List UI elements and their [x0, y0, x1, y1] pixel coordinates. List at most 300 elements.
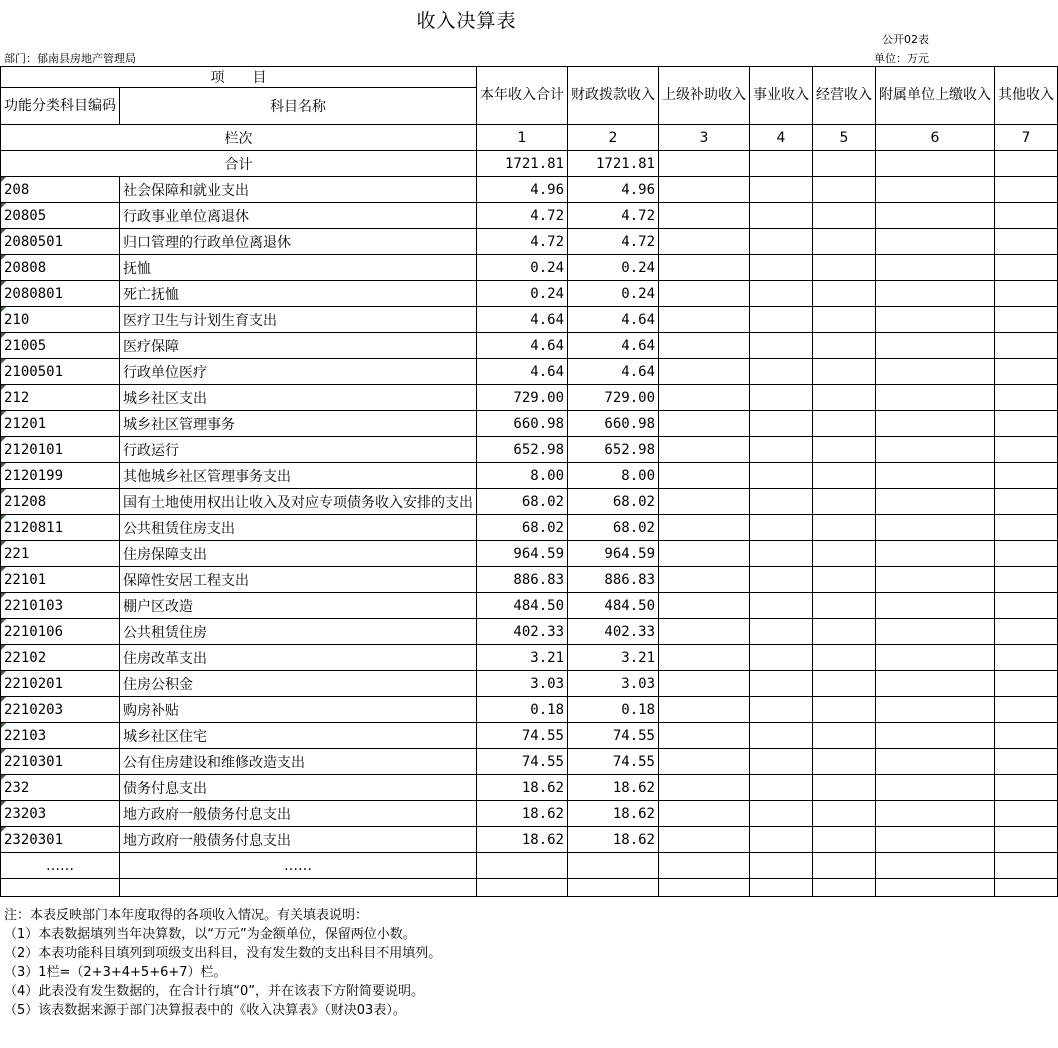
code-cell: 22102 [1, 645, 120, 671]
empty-cell [995, 385, 1058, 411]
code-cell: 21208 [1, 489, 120, 515]
empty-cell [750, 359, 813, 385]
empty-cell [995, 281, 1058, 307]
empty-cell [876, 645, 995, 671]
v2-cell: 0.24 [568, 255, 659, 281]
col-index-label: 栏次 [1, 125, 477, 151]
table-row [1, 697, 1058, 723]
empty-cell [995, 593, 1058, 619]
empty-cell [813, 593, 876, 619]
empty-cell [659, 203, 750, 229]
v1-cell: 4.72 [477, 203, 568, 229]
name-cell: 社会保障和就业支出 [120, 177, 477, 203]
table-row [1, 801, 1058, 827]
table-row [1, 229, 1058, 255]
code-cell: 232 [1, 775, 120, 801]
empty-cell [659, 697, 750, 723]
code-cell: 2210106 [1, 619, 120, 645]
empty-cell [876, 567, 995, 593]
v2-cell: 74.55 [568, 749, 659, 775]
empty-cell [659, 489, 750, 515]
name-cell: 行政事业单位离退休 [120, 203, 477, 229]
empty-cell [813, 645, 876, 671]
name-cell: 保障性安居工程支出 [120, 567, 477, 593]
table-row [1, 463, 1058, 489]
empty-cell [750, 385, 813, 411]
empty-cell [120, 879, 477, 897]
table-row [1, 281, 1058, 307]
empty-cell [750, 593, 813, 619]
col-index-1: 1 [477, 125, 568, 151]
empty-cell [750, 697, 813, 723]
empty-cell [876, 723, 995, 749]
name-cell: 行政运行 [120, 437, 477, 463]
header-col-7: 其他收入 [995, 67, 1058, 125]
empty-cell [995, 827, 1058, 853]
empty-cell [750, 515, 813, 541]
name-cell: 归口管理的行政单位离退休 [120, 229, 477, 255]
v1-cell: 0.24 [477, 255, 568, 281]
name-cell: 医疗保障 [120, 333, 477, 359]
empty-cell [995, 255, 1058, 281]
empty-cell [813, 463, 876, 489]
v2-cell: 964.59 [568, 541, 659, 567]
v1-cell: 4.64 [477, 307, 568, 333]
empty-cell [995, 775, 1058, 801]
empty-cell [750, 307, 813, 333]
empty-cell [750, 749, 813, 775]
code-cell: 221 [1, 541, 120, 567]
name-cell: 公共租赁住房支出 [120, 515, 477, 541]
table-row [1, 359, 1058, 385]
empty-cell [995, 333, 1058, 359]
empty-cell [876, 489, 995, 515]
empty-cell [876, 879, 995, 897]
v2-cell: 3.03 [568, 671, 659, 697]
v1-cell: 74.55 [477, 723, 568, 749]
notes [4, 906, 441, 1020]
col-index-4: 4 [750, 125, 813, 151]
name-cell: 购房补贴 [120, 697, 477, 723]
empty-cell [659, 463, 750, 489]
name-cell: 其他城乡社区管理事务支出 [120, 463, 477, 489]
empty-cell [995, 177, 1058, 203]
empty-cell [750, 723, 813, 749]
code-cell: 2120811 [1, 515, 120, 541]
empty-cell [750, 567, 813, 593]
empty-cell [659, 437, 750, 463]
note-line: （5）该表数据来源于部门决算报表中的《收入决算表》（财决03表）。 [4, 1003, 406, 1018]
code-cell: 2120199 [1, 463, 120, 489]
empty-cell [995, 619, 1058, 645]
empty-cell [876, 749, 995, 775]
empty-cell [813, 801, 876, 827]
empty-cell [477, 853, 568, 879]
department-label: 部门：郁南县房地产管理局 [4, 52, 136, 65]
table-row [1, 489, 1058, 515]
v1-cell: 18.62 [477, 775, 568, 801]
name-cell: 住房保障支出 [120, 541, 477, 567]
v1-cell: 3.21 [477, 645, 568, 671]
empty-cell [876, 385, 995, 411]
code-cell: 20805 [1, 203, 120, 229]
name-cell: 地方政府一般债务付息支出 [120, 827, 477, 853]
name-cell: 医疗卫生与计划生育支出 [120, 307, 477, 333]
empty-cell [750, 853, 813, 879]
empty-cell [876, 801, 995, 827]
empty-cell [568, 853, 659, 879]
name-cell: 住房改革支出 [120, 645, 477, 671]
empty-cell [995, 359, 1058, 385]
table-row [1, 203, 1058, 229]
ellipsis-cell: …… [1, 853, 120, 879]
empty-cell [813, 567, 876, 593]
empty-cell [659, 385, 750, 411]
empty-cell [659, 177, 750, 203]
ellipsis-row [1, 853, 1058, 879]
header-col-2: 财政拨款收入 [568, 67, 659, 125]
empty-cell [750, 333, 813, 359]
empty-cell [750, 671, 813, 697]
empty-cell [995, 307, 1058, 333]
empty-cell [876, 853, 995, 879]
empty-cell [995, 489, 1058, 515]
empty-cell [659, 593, 750, 619]
empty-cell [813, 385, 876, 411]
code-cell: 2080501 [1, 229, 120, 255]
empty-cell [750, 411, 813, 437]
empty-cell [876, 411, 995, 437]
col-index-6: 6 [876, 125, 995, 151]
table-row [1, 619, 1058, 645]
table-row [1, 541, 1058, 567]
empty-cell [995, 645, 1058, 671]
v2-cell: 68.02 [568, 489, 659, 515]
table-row [1, 775, 1058, 801]
empty-cell [876, 619, 995, 645]
empty-cell [659, 333, 750, 359]
v1-cell: 4.96 [477, 177, 568, 203]
empty-cell [876, 463, 995, 489]
empty-cell [750, 203, 813, 229]
empty-cell [659, 515, 750, 541]
empty-cell [813, 333, 876, 359]
empty-cell [750, 879, 813, 897]
empty-cell [477, 879, 568, 897]
v1-cell: 0.24 [477, 281, 568, 307]
empty-cell [659, 645, 750, 671]
empty-cell [876, 775, 995, 801]
empty-cell [659, 671, 750, 697]
table-row [1, 567, 1058, 593]
v2-cell: 0.18 [568, 697, 659, 723]
empty-cell [750, 541, 813, 567]
empty-cell [813, 255, 876, 281]
empty-cell [813, 489, 876, 515]
empty-cell [750, 437, 813, 463]
empty-cell [876, 281, 995, 307]
v1-cell: 4.72 [477, 229, 568, 255]
empty-cell [813, 827, 876, 853]
header-col-6: 附属单位上缴收入 [876, 67, 995, 125]
empty-cell [876, 203, 995, 229]
empty-cell [813, 619, 876, 645]
col-index-2: 2 [568, 125, 659, 151]
empty-cell [750, 827, 813, 853]
v1-cell: 0.18 [477, 697, 568, 723]
empty-cell [813, 281, 876, 307]
empty-cell [1, 879, 120, 897]
empty-cell [750, 255, 813, 281]
empty-cell [659, 775, 750, 801]
empty-cell [813, 671, 876, 697]
name-cell: 公共租赁住房 [120, 619, 477, 645]
col-index-7: 7 [995, 125, 1058, 151]
v2-cell: 3.21 [568, 645, 659, 671]
v2-cell: 886.83 [568, 567, 659, 593]
note-line: （4）此表没有发生数据的，在合计行填“0”，并在该表下方附简要说明。 [4, 984, 425, 999]
code-cell: 212 [1, 385, 120, 411]
table-row [1, 671, 1058, 697]
v2-cell: 0.24 [568, 281, 659, 307]
empty-cell [813, 697, 876, 723]
v1-cell: 484.50 [477, 593, 568, 619]
form-id: 公开02表 [882, 33, 929, 46]
empty-cell [813, 359, 876, 385]
table-row [1, 645, 1058, 671]
v1-cell: 68.02 [477, 489, 568, 515]
empty-cell [659, 411, 750, 437]
table-row [1, 411, 1058, 437]
empty-cell [659, 619, 750, 645]
table-row [1, 307, 1058, 333]
table-row [1, 593, 1058, 619]
v1-cell: 3.03 [477, 671, 568, 697]
code-cell: 2120101 [1, 437, 120, 463]
header-col-3: 上级补助收入 [659, 67, 750, 125]
empty-cell [876, 307, 995, 333]
empty-cell [813, 411, 876, 437]
table-row [1, 723, 1058, 749]
v2-cell: 484.50 [568, 593, 659, 619]
empty-cell [995, 853, 1058, 879]
income-table [0, 66, 1058, 897]
name-cell: 城乡社区住宅 [120, 723, 477, 749]
empty-cell [995, 671, 1058, 697]
empty-cell [876, 177, 995, 203]
v1-cell: 4.64 [477, 333, 568, 359]
empty-cell [876, 671, 995, 697]
table-row [1, 827, 1058, 853]
v1-cell: 8.00 [477, 463, 568, 489]
code-cell: 2210301 [1, 749, 120, 775]
empty-cell [813, 775, 876, 801]
name-cell: 棚户区改造 [120, 593, 477, 619]
code-cell: 23203 [1, 801, 120, 827]
name-cell: 公有住房建设和维修改造支出 [120, 749, 477, 775]
header-item: 项 目 [1, 67, 477, 88]
note-line: 注：本表反映部门本年度取得的各项收入情况。有关填表说明： [4, 908, 369, 923]
table-row [1, 177, 1058, 203]
v1-cell: 729.00 [477, 385, 568, 411]
empty-cell [876, 515, 995, 541]
empty-cell [750, 177, 813, 203]
note-line: （2）本表功能科目填列到项级支出科目，没有发生数的支出科目不用填列。 [4, 946, 442, 961]
empty-cell [659, 801, 750, 827]
code-cell: 22101 [1, 567, 120, 593]
empty-cell [876, 827, 995, 853]
code-cell: 20808 [1, 255, 120, 281]
code-cell: 2080801 [1, 281, 120, 307]
v1-cell: 660.98 [477, 411, 568, 437]
empty-cell [995, 723, 1058, 749]
empty-cell [659, 723, 750, 749]
empty-cell [750, 775, 813, 801]
empty-cell [995, 567, 1058, 593]
v1-cell: 18.62 [477, 801, 568, 827]
empty-cell [659, 281, 750, 307]
empty-cell [876, 593, 995, 619]
empty-cell [995, 801, 1058, 827]
v2-cell: 729.00 [568, 385, 659, 411]
name-cell: 抚恤 [120, 255, 477, 281]
code-cell: 22103 [1, 723, 120, 749]
v1-cell: 964.59 [477, 541, 568, 567]
v2-cell: 4.64 [568, 359, 659, 385]
empty-cell [659, 307, 750, 333]
empty-cell [750, 463, 813, 489]
code-cell: 2210203 [1, 697, 120, 723]
empty-cell [750, 619, 813, 645]
empty-cell [659, 853, 750, 879]
empty-cell [750, 801, 813, 827]
total-v2: 1721.81 [568, 151, 659, 177]
header-col-1: 本年收入合计 [477, 67, 568, 125]
empty-cell [995, 229, 1058, 255]
report-title: 收入决算表 [416, 10, 517, 32]
name-cell: 住房公积金 [120, 671, 477, 697]
empty-cell [659, 567, 750, 593]
empty-cell [659, 827, 750, 853]
empty-cell [995, 697, 1058, 723]
code-cell: 2100501 [1, 359, 120, 385]
empty-cell [876, 359, 995, 385]
empty-cell [813, 515, 876, 541]
v2-cell: 74.55 [568, 723, 659, 749]
empty-cell [876, 333, 995, 359]
total-row [1, 151, 1058, 177]
empty-cell [995, 541, 1058, 567]
empty-cell [876, 541, 995, 567]
unit-label: 单位：万元 [874, 52, 929, 65]
empty-cell [813, 307, 876, 333]
v2-cell: 68.02 [568, 515, 659, 541]
empty-cell [876, 697, 995, 723]
v1-cell: 4.64 [477, 359, 568, 385]
v2-cell: 18.62 [568, 801, 659, 827]
total-label: 合计 [1, 151, 477, 177]
v2-cell: 8.00 [568, 463, 659, 489]
empty-cell [813, 437, 876, 463]
empty-cell [876, 229, 995, 255]
name-cell: 死亡抚恤 [120, 281, 477, 307]
empty-cell [876, 255, 995, 281]
v2-cell: 18.62 [568, 827, 659, 853]
empty-cell [995, 749, 1058, 775]
code-cell: 2320301 [1, 827, 120, 853]
v1-cell: 652.98 [477, 437, 568, 463]
name-cell: 城乡社区管理事务 [120, 411, 477, 437]
col-index-3: 3 [659, 125, 750, 151]
name-cell: 城乡社区支出 [120, 385, 477, 411]
v1-cell: 886.83 [477, 567, 568, 593]
table-row [1, 437, 1058, 463]
empty-cell [750, 489, 813, 515]
empty-cell [568, 879, 659, 897]
header-name: 科目名称 [120, 88, 477, 125]
empty-cell [813, 541, 876, 567]
code-cell: 208 [1, 177, 120, 203]
name-cell: 行政单位医疗 [120, 359, 477, 385]
v1-cell: 402.33 [477, 619, 568, 645]
name-cell: 地方政府一般债务付息支出 [120, 801, 477, 827]
note-line: （3）1栏=（2+3+4+5+6+7）栏。 [4, 965, 227, 980]
empty-cell [813, 723, 876, 749]
empty-cell [750, 645, 813, 671]
table-row [1, 385, 1058, 411]
table-row [1, 749, 1058, 775]
empty-cell [995, 411, 1058, 437]
empty-cell [659, 229, 750, 255]
empty-cell [659, 255, 750, 281]
table-row [1, 255, 1058, 281]
table-row [1, 333, 1058, 359]
empty-cell [813, 879, 876, 897]
v2-cell: 4.96 [568, 177, 659, 203]
empty-cell [659, 541, 750, 567]
v2-cell: 652.98 [568, 437, 659, 463]
v2-cell: 18.62 [568, 775, 659, 801]
empty-cell [995, 203, 1058, 229]
empty-cell [995, 463, 1058, 489]
empty-cell [995, 879, 1058, 897]
code-cell: 2210103 [1, 593, 120, 619]
v2-cell: 4.64 [568, 307, 659, 333]
code-cell: 21201 [1, 411, 120, 437]
v1-cell: 74.55 [477, 749, 568, 775]
empty-cell [995, 515, 1058, 541]
v2-cell: 402.33 [568, 619, 659, 645]
v1-cell: 18.62 [477, 827, 568, 853]
name-cell: 债务付息支出 [120, 775, 477, 801]
empty-cell [659, 879, 750, 897]
empty-cell [750, 229, 813, 255]
ellipsis-cell: …… [120, 853, 477, 879]
name-cell: 国有土地使用权出让收入及对应专项债务收入安排的支出 [120, 489, 477, 515]
code-cell: 2210201 [1, 671, 120, 697]
v2-cell: 4.64 [568, 333, 659, 359]
header-code: 功能分类科目编码 [1, 88, 120, 125]
empty-cell [813, 203, 876, 229]
empty-cell [750, 281, 813, 307]
empty-cell [813, 749, 876, 775]
empty-cell [876, 437, 995, 463]
code-cell: 210 [1, 307, 120, 333]
header-col-5: 经营收入 [813, 67, 876, 125]
total-v1: 1721.81 [477, 151, 568, 177]
empty-cell [995, 437, 1058, 463]
note-line: （1）本表数据填列当年决算数，以“万元”为金额单位，保留两位小数。 [4, 927, 416, 942]
